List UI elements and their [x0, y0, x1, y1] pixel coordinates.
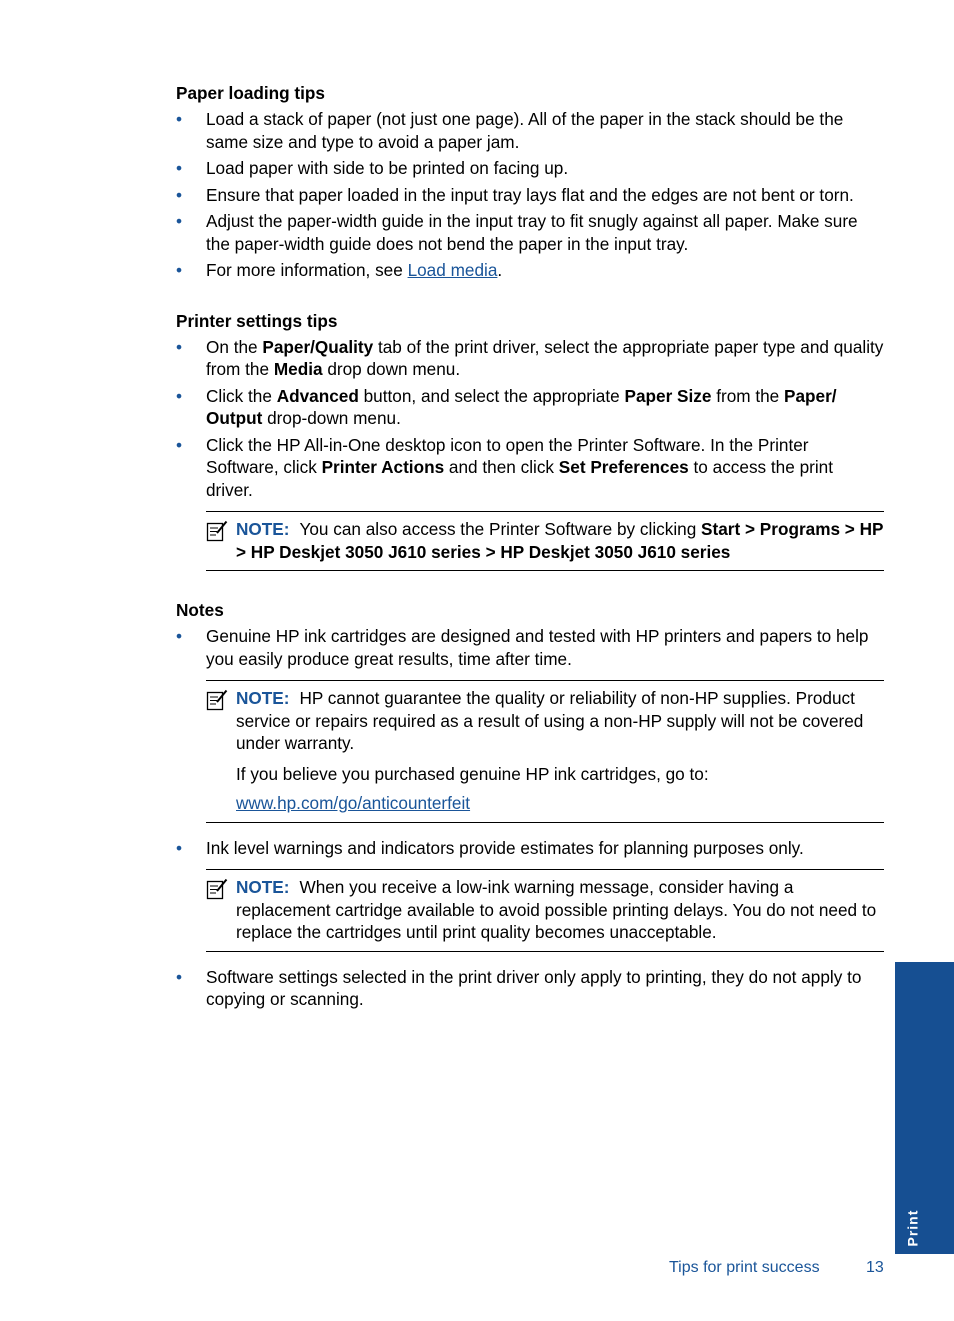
list-item: • Click the HP All-in-One desktop icon to open the Printer Software. In the Printer Software, click Printer Actions and then click Set Preferences to access the print driver.	[176, 434, 834, 500]
list-item: • Load paper with side to be printed on facing up.	[176, 158, 569, 178]
note-box: NOTE: When you receive a low-ink warning message, consider having a replacement cartridge available to avoid possible printing delays. You do not need to replace the cartridges until print quality becomes unacceptable.	[206, 869, 884, 952]
bullet-icon: •	[176, 434, 183, 455]
list-item: • Adjust the paper-width guide in the input tray to fit snugly against all paper. Make sure the paper-width guide does not bend the paper in the input tray.	[176, 211, 858, 254]
bullet-icon: •	[176, 260, 183, 280]
paper-loading-list	[176, 108, 884, 282]
note-label: NOTE:	[236, 519, 290, 539]
load-media-link[interactable]: Load media	[407, 260, 498, 280]
anticounterfeit-link[interactable]: www.hp.com/go/anticounterfeit	[236, 793, 471, 813]
list-item: • Load a stack of paper (not just one page). All of the paper in the stack should be the same size and type to avoid a paper jam.	[176, 109, 844, 152]
section-heading-paper-loading: Paper loading tips	[176, 83, 325, 103]
note-pencil-icon	[206, 520, 228, 542]
list-item: • For more information, see Load media.	[176, 260, 503, 280]
notes-list	[176, 625, 884, 1011]
footer-section-title: Tips for print success	[669, 1259, 820, 1276]
list-item: • Genuine HP ink cartridges are designed and tested with HP printers and papers to help you easily produce great results, time after time. NOTE: HP cannot guarantee the quality or reliability of non-HP supplies. Product service or repairs required as a result of using a non-HP supply will not be covered under warranty. If you believe you purchased genuine HP ink cartridges, go to: www.hp.com/go/anticounterfeit	[176, 625, 884, 823]
bullet-icon: •	[176, 109, 183, 129]
chapter-side-tab	[895, 962, 954, 1254]
page-content	[176, 82, 884, 1015]
bullet-icon: •	[176, 837, 183, 858]
note-label: NOTE:	[236, 688, 290, 708]
section-heading-notes: Notes	[176, 600, 224, 620]
bullet-icon: •	[176, 158, 183, 178]
note-pencil-icon	[206, 689, 228, 711]
list-item: • On the Paper/Quality tab of the print driver, select the appropriate paper type and quality from the Media drop down menu.	[176, 336, 884, 379]
note-label: NOTE:	[236, 877, 290, 897]
list-item: • Ink level warnings and indicators provide estimates for planning purposes only. NOTE: When you receive a low-ink warning message, consider having a replacement cartridge available to avoid possible printing delays. You do not need to replace the cartridges until print quality becomes unacceptable.	[176, 837, 884, 952]
list-item: • Click the Advanced button, and select the appropriate Paper Size from the Paper/ Output drop-down menu.	[176, 385, 837, 428]
bullet-icon: •	[176, 211, 183, 231]
list-item: • Software settings selected in the print driver only apply to printing, they do not apply to copying or scanning.	[176, 966, 862, 1009]
section-heading-printer-settings: Printer settings tips	[176, 310, 338, 331]
printer-settings-list	[176, 336, 884, 502]
note-pencil-icon	[206, 878, 228, 900]
chapter-tab-label: Print	[904, 1209, 921, 1246]
bullet-icon: •	[176, 385, 183, 406]
bullet-icon: •	[176, 336, 183, 357]
bullet-icon: •	[176, 626, 183, 646]
note-box: NOTE: HP cannot guarantee the quality or reliability of non-HP supplies. Product service or repairs required as a result of using a non-HP supply will not be covered under warranty. If you believe you purchased genuine HP ink cartridges, go to: www.hp.com/go/anticounterfeit	[206, 680, 884, 823]
page-number: 13	[866, 1259, 884, 1276]
bullet-icon: •	[176, 184, 183, 205]
note-box: NOTE: You can also access the Printer Software by clicking Start > Programs > HP > HP Deskjet 3050 J610 series > HP Deskjet 3050 J610 series	[206, 511, 884, 571]
list-item: • Ensure that paper loaded in the input tray lays flat and the edges are not bent or torn.	[176, 184, 854, 205]
bullet-icon: •	[176, 966, 183, 987]
